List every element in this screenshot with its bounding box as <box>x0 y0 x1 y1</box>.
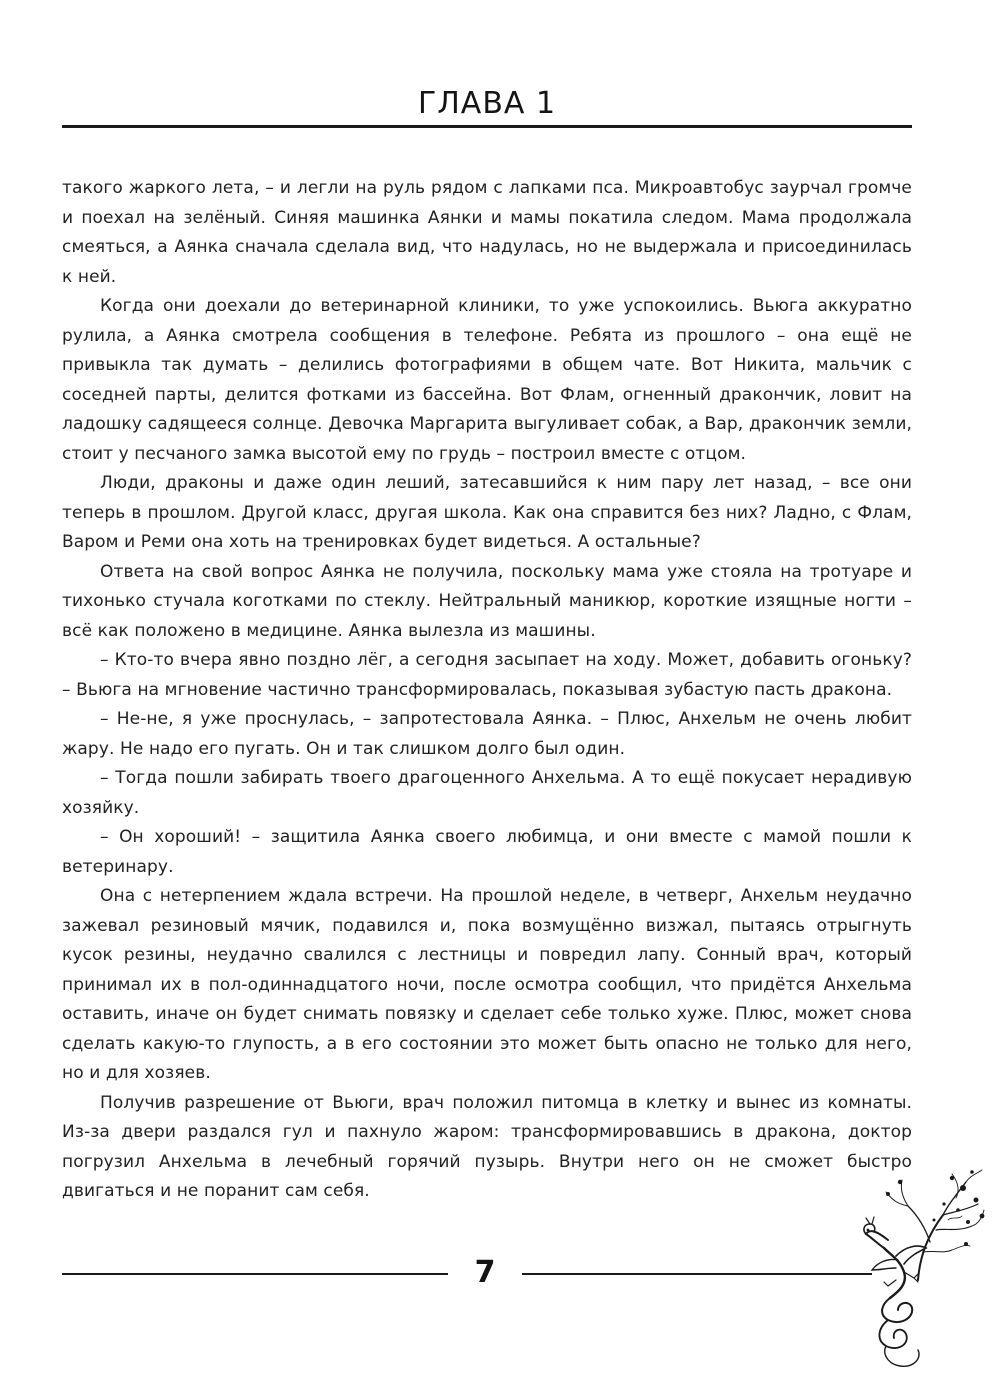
chapter-header <box>62 78 912 128</box>
dialogue-paragraph: – Не-не, я уже проснулась, – запротестовала Аянка. – Плюс, Анхельм не очень любит жару. Не надо его пугать. Он и так слишком долго был один. <box>62 709 912 759</box>
paragraph: Получив разрешение от Вьюги, врач положил питомца в клетку и вынес из комнаты. Из-за двери раздался гул и пахнуло жаром: трансформировавшись в дракона, доктор погрузил Анхельма в лечебный горячий пузырь. Внутри него он не сможет быстро двигаться и не поранит сам себя. <box>62 1092 912 1201</box>
dragon-tree-ornament-icon <box>848 1160 988 1380</box>
dialogue-paragraph: – Кто-то вчера явно поздно лёг, а сегодня засыпает на ходу. Может, добавить огоньку? – Вьюга на мгновение частично трансформировалась, показывая зубастую пасть дракона. <box>62 650 912 700</box>
header-divider <box>62 125 912 128</box>
page-number: 7 <box>474 1255 496 1290</box>
dialogue-paragraph: – Он хороший! – защитила Аянка своего любимца, и они вместе с мамой пошли к ветеринару. <box>62 827 912 877</box>
paragraph: такого жаркого лета, – и легли на руль рядом с лапками пса. Микроавтобус заурчал громче и поехал на зелёный. Синяя машинка Аянки и мамы покатила следом. Мама продолжала смеяться, а Аянка сначала сделала вид, что надулась, но не выдержала и присоединилась к ней. <box>62 178 912 287</box>
chapter-title: ГЛАВА 1 <box>417 86 557 121</box>
dialogue-paragraph: – Тогда пошли забирать твоего драгоценного Анхельма. А то ещё покусает нерадивую хозяйку. <box>62 768 912 818</box>
chapter-body <box>62 174 912 1207</box>
paragraph: Она с нетерпением ждала встречи. На прошлой неделе, в четверг, Анхельм неудачно зажевал резиновый мячик, подавился и, пока возмущённо визжал, пытаясь отрыгнуть кусок резины, неудачно свалился с лестницы и повредил лапу. Сонный врач, который принимал их в пол-одиннадцатого ночи, после осмотра сообщил, что придётся Анхельма оставить, иначе он будет снимать повязку и сделает себе только хуже. Плюс, может снова сделать какую-то глупость, а в его состоянии это может быть опасно не только для него, но и для хозяев. <box>62 886 912 1083</box>
paragraph: Когда они доехали до ветеринарной клиники, то уже успокоились. Вьюга аккуратно рулила, а Аянка смотрела сообщения в телефоне. Ребята из прошлого – она ещё не привыкла так думать – делились фотографиями в общем чате. Вот Никита, мальчик с соседней парты, делится фотками из бассейна. Вот Флам, огненный дракончик, ловит на ладошку садящееся солнце. Девочка Маргарита выгуливает собак, а Вар, дракончик земли, стоит у песчаного замка высотой ему по грудь – построил вместе с отцом. <box>62 296 912 464</box>
page-footer <box>62 1255 872 1295</box>
footer-divider-left <box>62 1273 448 1275</box>
paragraph: Ответа на свой вопрос Аянка не получила, поскольку мама уже стояла на тротуаре и тихонько стучала коготками по стеклу. Нейтральный маникюр, короткие изящные ногти – всё как положено в медицине. Аянка вылезла из машины. <box>62 561 912 641</box>
footer-divider-right <box>522 1273 872 1275</box>
paragraph: Люди, драконы и даже один леший, затесавшийся к ним пару лет назад, – все они теперь в прошлом. Другой класс, другая школа. Как она справится без них? Ладно, с Флам, Варом и Реми она хоть на тренировках будет видеться. А остальные? <box>62 473 912 552</box>
